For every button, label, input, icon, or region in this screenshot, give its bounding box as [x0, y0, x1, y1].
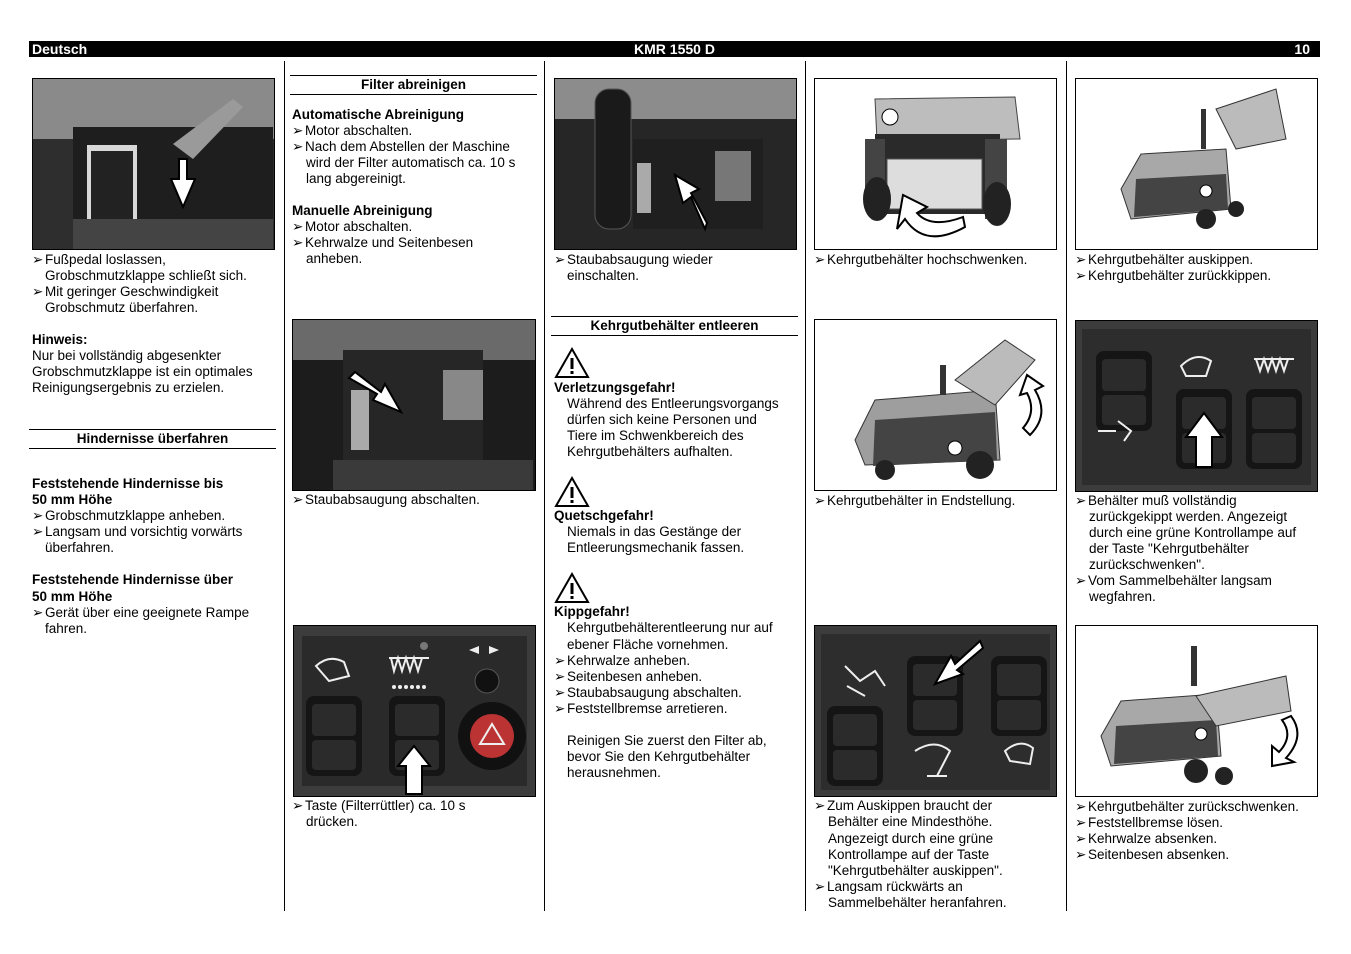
- list-item: [32, 252, 166, 268]
- bullet-arrow-icon: ➢: [292, 139, 304, 154]
- warning-triangle-icon: [554, 572, 590, 604]
- bullet-arrow-icon: ➢: [1075, 252, 1087, 267]
- list-item-continuation: einschalten.: [567, 268, 640, 283]
- column-divider: [805, 61, 806, 911]
- bullet-arrow-icon: ➢: [32, 508, 44, 523]
- list-item: [1075, 815, 1223, 831]
- list-item: [32, 508, 225, 524]
- section-heading: Kehrgutbehälter entleeren: [551, 316, 798, 336]
- bullet-arrow-icon: ➢: [814, 798, 826, 813]
- list-item-continuation: überfahren.: [45, 540, 115, 555]
- warning-text: ebener Fläche vornehmen.: [567, 637, 729, 652]
- note-text: Grobschmutzklappe ist ein optimales: [32, 364, 253, 379]
- bullet-arrow-icon: ➢: [292, 798, 304, 813]
- list-item: [814, 493, 1015, 509]
- warning-text: Kehrgutbehälters aufhalten.: [567, 444, 733, 459]
- list-item-text: Feststellbremse lösen.: [1088, 815, 1224, 830]
- page-number: 10: [1294, 41, 1310, 57]
- bullet-arrow-icon: ➢: [1075, 831, 1087, 846]
- bullet-arrow-icon: ➢: [814, 252, 826, 267]
- list-item: [292, 219, 412, 235]
- bullet-arrow-icon: ➢: [814, 879, 826, 894]
- column-divider: [1066, 61, 1067, 911]
- bullet-arrow-icon: ➢: [32, 252, 44, 267]
- list-item: [292, 798, 466, 814]
- section-heading: Filter abreinigen: [290, 75, 537, 95]
- list-item: [554, 653, 690, 669]
- list-item: [814, 252, 1027, 268]
- list-item-text: Kehrwalze anheben.: [567, 653, 691, 668]
- list-item-text: Langsam rückwärts an: [827, 879, 963, 894]
- section-heading: Hindernisse überfahren: [29, 429, 276, 449]
- list-item: [292, 123, 412, 139]
- column-divider: [544, 61, 545, 911]
- list-item-text: Kehrgutbehälter in Endstellung.: [827, 493, 1016, 508]
- photo-container-swing-back: [1075, 625, 1318, 797]
- page-header: [29, 41, 1320, 57]
- list-item-text: Kehrgutbehälter hochschwenken.: [827, 252, 1028, 267]
- note-text: Reinigungsergebnis zu erzielen.: [32, 380, 225, 395]
- subheading: 50 mm Höhe: [32, 492, 113, 507]
- list-item-continuation: durch eine grüne Kontrollampe auf: [1089, 525, 1297, 540]
- bullet-arrow-icon: ➢: [554, 701, 566, 716]
- list-item-text: Gerät über eine geeignete Rampe: [45, 605, 250, 620]
- list-item: [292, 492, 480, 508]
- language-label: Deutsch: [32, 41, 88, 57]
- subheading: Manuelle Abreinigung: [292, 203, 433, 218]
- model-title: KMR 1550 D: [634, 41, 715, 57]
- list-item: [554, 685, 742, 701]
- bullet-arrow-icon: ➢: [292, 492, 304, 507]
- paragraph-text: Reinigen Sie zuerst den Filter ab,: [567, 733, 767, 748]
- warning-text: Entleerungsmechanik fassen.: [567, 540, 745, 555]
- warning-text: Niemals in das Gestänge der: [567, 524, 742, 539]
- list-item-text: Zum Auskippen braucht der: [827, 798, 993, 813]
- list-item-text: Kehrwalze absenken.: [1088, 831, 1218, 846]
- list-item: [814, 798, 992, 814]
- bullet-arrow-icon: ➢: [292, 123, 304, 138]
- list-item: [32, 605, 249, 621]
- list-item-continuation: der Taste "Kehrgutbehälter: [1089, 541, 1249, 556]
- list-item-continuation: anheben.: [306, 251, 363, 266]
- paragraph-text: herausnehmen.: [567, 765, 661, 780]
- list-item-text: Kehrgutbehälter zurückschwenken.: [1088, 799, 1299, 814]
- warning-triangle-icon: [554, 476, 590, 508]
- list-item: [292, 139, 510, 155]
- list-item: [554, 701, 728, 717]
- bullet-arrow-icon: ➢: [554, 252, 566, 267]
- list-item: [1075, 573, 1272, 589]
- warning-title: Verletzungsgefahr!: [554, 380, 676, 395]
- list-item-text: Staubabsaugung abschalten.: [305, 492, 480, 507]
- list-item-continuation: lang abgereinigt.: [306, 171, 406, 186]
- warning-text: dürfen sich keine Personen und: [567, 412, 757, 427]
- list-item: [32, 524, 242, 540]
- list-item: [554, 252, 713, 268]
- warning-text: Kehrgutbehälterentleerung nur auf: [567, 620, 773, 635]
- list-item-text: Kehrgutbehälter auskippen.: [1088, 252, 1254, 267]
- subheading: Feststehende Hindernisse bis: [32, 476, 224, 491]
- list-item-text: Kehrwalze und Seitenbesen: [305, 235, 474, 250]
- list-item: [1075, 847, 1229, 863]
- warning-text: Tiere im Schwenkbereich des: [567, 428, 744, 443]
- subheading: Feststehende Hindernisse über: [32, 572, 234, 587]
- bullet-arrow-icon: ➢: [814, 493, 826, 508]
- list-item-text: Staubabsaugung wieder: [567, 252, 713, 267]
- list-item: [554, 669, 702, 685]
- warning-text: Während des Entleerungsvorgangs: [567, 396, 779, 411]
- photo-container-end-position: [814, 319, 1057, 491]
- bullet-arrow-icon: ➢: [554, 653, 566, 668]
- bullet-arrow-icon: ➢: [1075, 815, 1087, 830]
- photo-container-tip-out: [1075, 78, 1318, 250]
- bullet-arrow-icon: ➢: [1075, 847, 1087, 862]
- list-item-text: Motor abschalten.: [305, 123, 413, 138]
- list-item-continuation: zurückgekippt werden. Angezeigt: [1089, 509, 1288, 524]
- list-item-continuation: Grobschmutz überfahren.: [45, 300, 199, 315]
- bullet-arrow-icon: ➢: [292, 219, 304, 234]
- list-item: [1075, 831, 1217, 847]
- photo-filter-shaker-panel: [293, 625, 536, 797]
- bullet-arrow-icon: ➢: [1075, 799, 1087, 814]
- subheading: Automatische Abreinigung: [292, 107, 465, 122]
- bullet-arrow-icon: ➢: [32, 284, 44, 299]
- list-item-continuation: drücken.: [306, 814, 358, 829]
- list-item-continuation: wegfahren.: [1089, 589, 1156, 604]
- bullet-arrow-icon: ➢: [1075, 573, 1087, 588]
- list-item-text: Grobschmutzklappe anheben.: [45, 508, 226, 523]
- list-item-text: Behälter muß vollständig: [1088, 493, 1237, 508]
- list-item-text: Mit geringer Geschwindigkeit: [45, 284, 219, 299]
- list-item: [814, 879, 963, 895]
- photo-container-swing-up: [814, 78, 1057, 250]
- list-item-continuation: Angezeigt durch eine grüne: [828, 831, 994, 846]
- note-text: Nur bei vollständig abgesenkter: [32, 348, 222, 363]
- list-item-text: Fußpedal loslassen,: [45, 252, 166, 267]
- list-item-text: Taste (Filterrüttler) ca. 10 s: [305, 798, 466, 813]
- bullet-arrow-icon: ➢: [1075, 268, 1087, 283]
- list-item-continuation: Behälter eine Mindesthöhe.: [828, 814, 993, 829]
- list-item-text: Seitenbesen absenken.: [1088, 847, 1230, 862]
- list-item-text: Kehrgutbehälter zurückkippen.: [1088, 268, 1272, 283]
- list-item-continuation: "Kehrgutbehälter auskippen".: [828, 863, 1003, 878]
- list-item-continuation: Sammelbehälter heranfahren.: [828, 895, 1007, 910]
- photo-dust-extraction-switch: [292, 319, 536, 491]
- bullet-arrow-icon: ➢: [292, 235, 304, 250]
- list-item: [32, 284, 218, 300]
- list-item-continuation: fahren.: [45, 621, 88, 636]
- list-item-text: Vom Sammelbehälter langsam: [1088, 573, 1272, 588]
- paragraph-text: bevor Sie den Kehrgutbehälter: [567, 749, 751, 764]
- bullet-arrow-icon: ➢: [554, 685, 566, 700]
- list-item: [1075, 268, 1271, 284]
- photo-foot-pedal: [32, 78, 275, 250]
- photo-tip-out-panel: [814, 625, 1057, 797]
- list-item-text: Nach dem Abstellen der Maschine: [305, 139, 510, 154]
- list-item-text: Feststellbremse arretieren.: [567, 701, 728, 716]
- column-divider: [284, 61, 285, 911]
- list-item-text: Langsam und vorsichtig vorwärts: [45, 524, 243, 539]
- list-item: [1075, 252, 1253, 268]
- subheading: 50 mm Höhe: [32, 589, 113, 604]
- note-title: Hinweis:: [32, 332, 88, 347]
- list-item-continuation: wird der Filter automatisch ca. 10 s: [306, 155, 516, 170]
- list-item-text: Motor abschalten.: [305, 219, 413, 234]
- list-item-text: Seitenbesen anheben.: [567, 669, 703, 684]
- list-item-text: Staubabsaugung abschalten.: [567, 685, 742, 700]
- list-item-continuation: zurückschwenken".: [1089, 557, 1205, 572]
- list-item-continuation: Grobschmutzklappe schließt sich.: [45, 268, 247, 283]
- list-item: [1075, 493, 1237, 509]
- bullet-arrow-icon: ➢: [32, 605, 44, 620]
- bullet-arrow-icon: ➢: [554, 669, 566, 684]
- bullet-arrow-icon: ➢: [1075, 493, 1087, 508]
- list-item: [292, 235, 473, 251]
- warning-title: Kippgefahr!: [554, 604, 630, 619]
- photo-tip-back-panel: [1075, 320, 1318, 492]
- list-item-continuation: Kontrollampe auf der Taste: [828, 847, 990, 862]
- warning-triangle-icon: [554, 347, 590, 379]
- warning-title: Quetschgefahr!: [554, 508, 654, 523]
- bullet-arrow-icon: ➢: [32, 524, 44, 539]
- list-item: [1075, 799, 1299, 815]
- photo-dust-extraction-on: [554, 78, 797, 250]
